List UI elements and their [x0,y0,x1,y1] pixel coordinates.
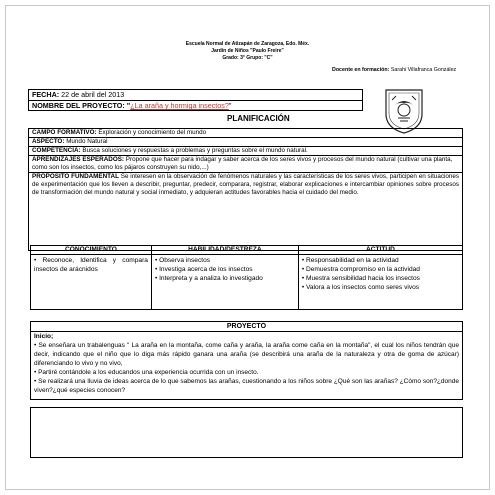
competencias-table [30,245,463,310]
proyecto-label: NOMBRE DEL PROYECTO: " [32,101,131,110]
proyecto-item: • Se enseñara un trabalenguas " La araña en la montaña, come caña y araña, la araña come caña en la montaña", el cual los niños tendrán que decir, indicando que el niño que lo diga más rápido ganara una araña (se describirá una araña de la naturaleza y otra de goma de azúcar) diferenciando lo vivo y no vivo, [34,342,459,367]
inicio-label: Inicio; [34,333,54,340]
actitud-item: • Demuestra compromiso en la actividad [301,266,420,273]
fecha-row [29,90,362,100]
proyecto-item: • Se realizará una lluvia de ideas acerca de lo que sabemos las arañas, cuestionando a los niños sobre ¿Qué son las arañas? ¿Cómo son?¿donde viven?¿qué especies conocen? [34,378,459,394]
cell-habilidad [151,255,298,310]
proyecto-name: ¿La araña y hormiga insectos? [130,101,229,110]
aspecto-label: ASPECTO: [32,138,65,145]
fecha-value: 22 de abril del 2013 [61,90,125,99]
aspecto-row [29,138,462,147]
proyecto-item: • Partiré contándole a los educandos una experiencia ocurrida con un insecto. [34,369,259,376]
jardin-name: Jardín de Niños "Paulo Freire" [211,48,284,54]
campo-formativo-row [29,129,462,138]
competencia-value: Busca soluciones y respuestas a problemas y preguntas sobre el mundo natural. [82,147,308,154]
grado-grupo: Grado: 3° Grupo: "C" [222,55,273,61]
actitud-item: • Valora a los insectos como seres vivos [301,284,420,291]
conocimiento-item: • Reconoce, Identifica y compara insectos de arácnidos [34,257,148,273]
actitud-item: • Responsabilidad en la actividad [301,257,399,264]
docente-label: Docente en formación: [332,67,390,73]
habilidad-item: • Interpreta y a analiza lo investigado [154,275,263,282]
empty-box [30,407,463,458]
proyecto-row [29,100,362,111]
proyecto-content [31,332,462,395]
header-conocimiento: CONOCIMIENTO [31,246,152,255]
habilidad-item: • Observa insectos [154,257,211,264]
habilidad-item: • Investiga acerca de los insectos [154,266,253,273]
school-name: Escuela Normal de Atizapán de Zaragoza, Edo. Méx. [185,41,310,47]
campo-label: CAMPO FORMATIVO: [32,129,97,136]
proyecto-quote-end: " [228,101,232,110]
campo-value: Exploración y conocimiento del mundo [98,129,207,136]
docente-name: Sarahi Villafranca González [390,67,457,73]
fecha-label: FECHA: [32,90,60,99]
proposito-label: PROPÓSITO FUNDAMENTAL [32,173,119,180]
cell-actitud [298,255,462,310]
aprendizajes-label: APRENDIZAJES ESPERADOS: [32,156,125,163]
competencias-table-box [30,245,463,310]
aprendizajes-row [29,156,462,173]
proposito-row [29,173,462,197]
proposito-value: Se interesen en la observación de fenómenos naturales y las características de los seres vivos, participen en situaciones de experimentación que los lleven a describir, preguntar, predecir, comparara, registrar, elaborar explicaciones e intercambiar opiniones sobre procesos de transformación del mundo natural y social inmediato, y adquieran actitudes favorables hacia el cuidado del medio. [32,173,460,196]
competencia-row [29,147,462,156]
actitud-item: • Muestra sensibilidad hacia los insectos [301,275,420,282]
docente-line [332,67,456,73]
proyecto-box [30,321,463,400]
competencia-label: COMPETENCIA: [32,147,81,154]
aspecto-value: Mundo Natural [66,138,108,145]
header-actitud: ACTITUD [298,246,462,255]
planificacion-box [28,128,463,251]
aprendizajes-value: Propone que hacer para indagar y saber acerca de los seres vivos y procesos del mundo natural (cultivar una planta, como son los insectos, como los pájaros construyen su nido,...) [32,156,453,171]
fecha-proyecto-box [28,89,363,111]
planificacion-title: PLANIFICACIÓN [227,114,290,123]
proyecto-title: PROYECTÓ [31,322,462,332]
cell-conocimiento [31,255,152,310]
header-habilidad: HABILIDAD/DESTREZA [151,246,298,255]
